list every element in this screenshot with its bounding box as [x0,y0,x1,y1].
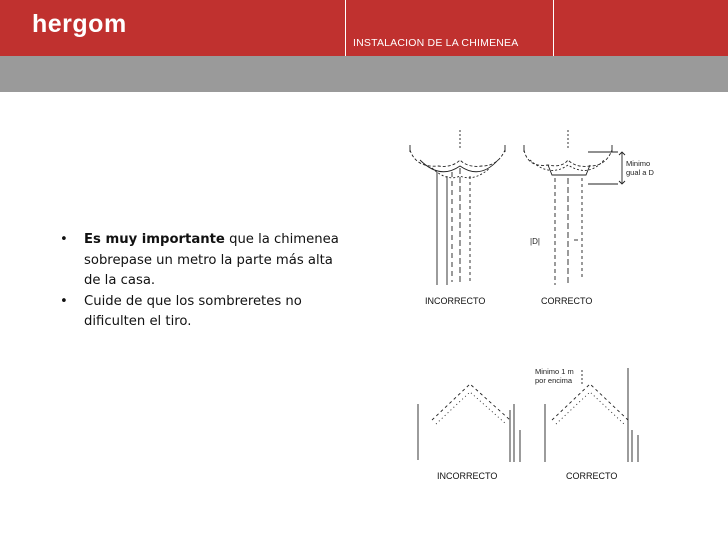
bottom-min-note-2: por encima [535,376,573,385]
top-incorrect-label: INCORRECTO [425,296,486,306]
top-min-note-2: gual a D [626,168,654,177]
bullet-dot: • [60,293,68,309]
hergom-logo: hergom [32,10,127,38]
top-correct-label: CORRECTO [541,296,593,306]
bottom-incorrect-label: INCORRECTO [437,471,498,481]
d-label: |D| [530,237,540,246]
bottom-correct-label: CORRECTO [566,471,618,481]
bottom-min-note-1: Minimo 1 m [535,367,574,376]
section-title: INSTALACION DE LA CHIMENEA [353,37,519,49]
top-min-note-1: Minimo [626,159,651,168]
bullet-text: Cuide de que los sombreretes no dificulten el tiro. [84,293,302,329]
bullet-emphasis: Es muy importante [84,232,225,247]
bullet-text: que la chimenea sobrepase un metro la parte más alta de la casa. [84,232,339,288]
bullet-dot: • [60,232,68,247]
